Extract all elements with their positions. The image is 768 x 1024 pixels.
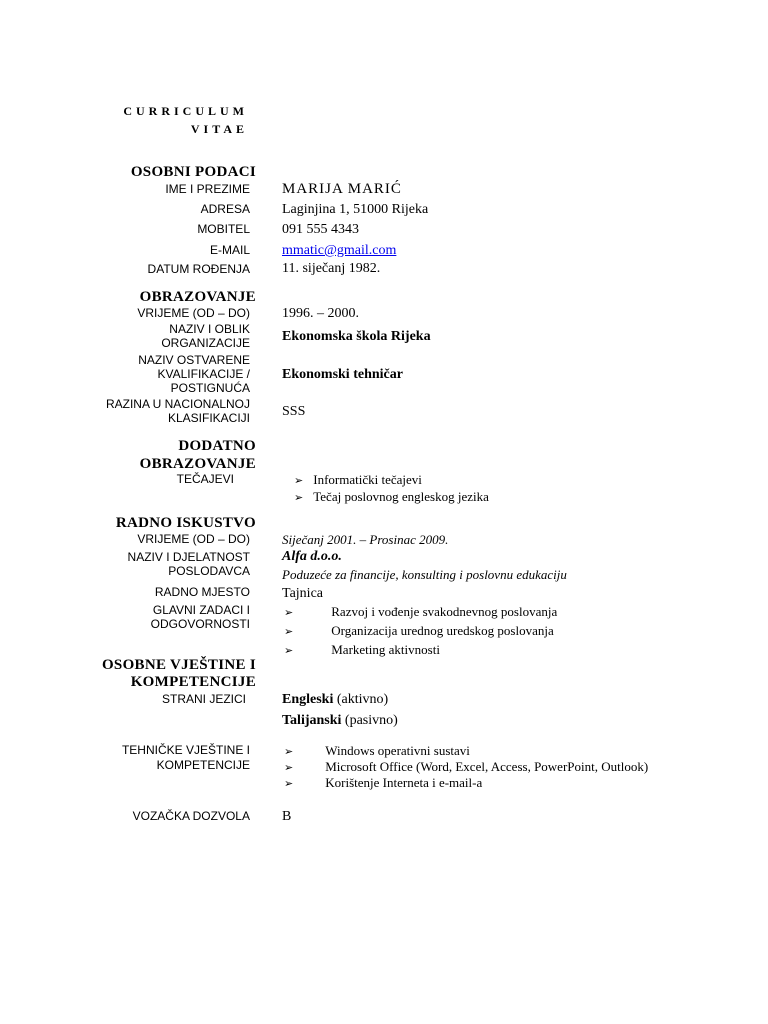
edu-org-label-2: ORGANIZACIJE (161, 336, 250, 350)
duty-text: Organizacija urednog uredskog poslovanja (331, 623, 554, 638)
work-position-value: Tajnica (282, 586, 323, 601)
course-text: Tečaj poslovnog engleskog jezika (313, 489, 489, 504)
additional-heading-2: OBRAZOVANJE (139, 456, 256, 472)
arrow-bullet-icon: ➢ (294, 475, 304, 487)
mobile-label: MOBITEL (197, 222, 250, 236)
work-period-value: Siječanj 2001. – Prosinac 2009. (282, 532, 449, 547)
tech-text: Korištenje Interneta i e-mail-a (325, 775, 483, 790)
work-employer-label-1: NAZIV I DJELATNOST (127, 550, 250, 564)
duty-item (284, 642, 440, 659)
language-1-level: (aktivno) (333, 692, 389, 707)
additional-heading-1: DODATNO (178, 438, 256, 454)
work-duties-label-2: ODGOVORNOSTI (150, 617, 250, 631)
skills-heading-1: OSOBNE VJEŠTINE I (101, 657, 256, 673)
work-heading: RADNO ISKUSTVO (115, 515, 256, 531)
edu-qual-label-1: NAZIV OSTVARENE (138, 353, 250, 367)
arrow-bullet-icon: ➢ (294, 492, 304, 504)
tech-item (284, 743, 470, 760)
edu-level-label-2: KLASIFIKACIJI (167, 411, 250, 425)
work-duties-label-1: GLAVNI ZADACI I (152, 603, 250, 617)
language-1 (282, 692, 388, 708)
tech-text: Windows operativni sustavi (325, 743, 470, 758)
tech-label-1: TEHNIČKE VJEŠTINE I (121, 743, 250, 757)
address-value: Laginjina 1, 51000 Rijeka (282, 202, 429, 217)
course-text: Informatički tečajevi (313, 472, 422, 487)
license-value: B (282, 809, 292, 824)
skills-heading-2: KOMPETENCIJE (130, 674, 256, 690)
dob-value: 11. siječanj 1982. (282, 261, 381, 276)
edu-level-label-1: RAZINA U NACIONALNOJ (105, 397, 250, 411)
course-item (294, 489, 489, 506)
license-label: VOZAČKA DOZVOLA (132, 809, 250, 823)
arrow-bullet-icon: ➢ (284, 778, 294, 790)
duty-item (284, 623, 554, 640)
edu-qual-label-3: POSTIGNUĆA (170, 381, 250, 395)
personal-heading: OSOBNI PODACI (130, 164, 256, 180)
arrow-bullet-icon: ➢ (284, 645, 294, 657)
edu-period-label: VRIJEME (OD – DO) (137, 306, 250, 320)
courses-label: TEČAJEVI (176, 472, 234, 486)
name-value: MARIJA MARIĆ (282, 181, 402, 197)
arrow-bullet-icon: ➢ (284, 762, 294, 774)
edu-org-value: Ekonomska škola Rijeka (282, 329, 431, 344)
edu-org-label-1: NAZIV I OBLIK (169, 322, 250, 336)
dob-label: DATUM ROĐENJA (147, 262, 250, 276)
arrow-bullet-icon: ➢ (284, 626, 294, 638)
duty-item (284, 604, 557, 621)
cv-title-line2: VITAE (190, 122, 248, 136)
arrow-bullet-icon: ➢ (284, 607, 294, 619)
language-2-level: (pasivno) (341, 713, 398, 728)
arrow-bullet-icon: ➢ (284, 746, 294, 758)
language-2 (282, 713, 398, 729)
work-position-label: RADNO MJESTO (154, 585, 250, 599)
name-label: IME I PREZIME (165, 182, 250, 196)
tech-item (284, 775, 482, 792)
email-label: E-MAIL (209, 243, 250, 257)
tech-text: Microsoft Office (Word, Excel, Access, PowerPoint, Outlook) (325, 759, 649, 774)
edu-period-value: 1996. – 2000. (282, 306, 359, 321)
edu-qual-value: Ekonomski tehničar (282, 367, 403, 382)
tech-item (284, 759, 648, 776)
work-employer-label-2: POSLODAVCA (168, 564, 250, 578)
education-heading: OBRAZOVANJE (139, 289, 256, 305)
work-employer-desc: Poduzeće za financije, konsulting i poslovnu edukaciju (282, 567, 567, 582)
language-2-name: Talijanski (282, 713, 342, 728)
work-period-label: VRIJEME (OD – DO) (137, 532, 250, 546)
tech-label-2: KOMPETENCIJE (156, 758, 250, 772)
mobile-value: 091 555 4343 (282, 222, 359, 237)
edu-level-value: SSS (282, 404, 306, 419)
course-item (294, 472, 422, 489)
address-label: ADRESA (200, 202, 250, 216)
language-1-name: Engleski (282, 692, 334, 707)
duty-text: Marketing aktivnosti (331, 642, 440, 657)
duty-text: Razvoj i vođenje svakodnevnog poslovanja (331, 604, 558, 619)
languages-label: STRANI JEZICI (161, 692, 246, 706)
edu-qual-label-2: KVALIFIKACIJE / (157, 367, 250, 381)
email-link[interactable]: mmatic@gmail.com (282, 243, 397, 258)
work-employer-value: Alfa d.o.o. (282, 549, 342, 564)
cv-title-line1: CURRICULUM (123, 104, 248, 118)
